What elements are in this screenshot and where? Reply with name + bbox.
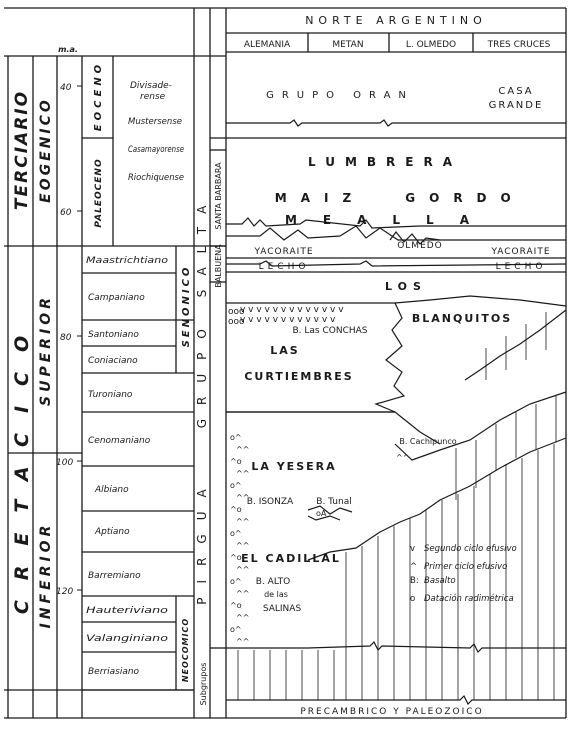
legend-label-basalto: Basalto <box>424 576 456 586</box>
stage-berriasiano: Berriasiano <box>88 667 140 677</box>
era-eogenico: EOGENICO <box>38 97 54 203</box>
tick-100: 100 <box>56 458 74 468</box>
stage-casamayorense: Casamayorense <box>128 145 185 155</box>
svg-text:ooo: ooo <box>228 307 245 317</box>
svg-text:^^: ^^ <box>236 541 250 550</box>
legend-symbol-b: B: <box>410 576 419 586</box>
svg-text:o^: o^ <box>230 433 242 442</box>
legend-symbol-v: v <box>410 544 416 554</box>
svg-text:o^: o^ <box>230 625 242 634</box>
stage-maastrichtiano: Maastrichtiano <box>86 256 169 266</box>
stage-mustersense: Mustersense <box>128 117 183 127</box>
unit-b-cachipunco: B. Cachipunco <box>399 437 457 446</box>
unit-b-isonza: B. ISONZA <box>246 497 294 507</box>
epoch-paleoceno: PALEOCENO <box>94 158 104 228</box>
svg-text:^^: ^^ <box>236 637 250 646</box>
unit-b-alto-3: SALINAS <box>262 604 302 614</box>
unit-maiz: MAIZ <box>274 191 366 205</box>
contact-lines <box>226 120 566 704</box>
unit-grupo-oran: GRUPO ORAN <box>266 90 414 101</box>
subgroup-santa-barbara: SANTA BARBARA <box>214 162 223 230</box>
unit-curtiembres: CURTIEMBRES <box>244 370 354 383</box>
legend-symbol-caret: ^ <box>410 562 418 572</box>
unit-las: LAS <box>270 344 300 357</box>
svg-text:v v v v v v v v v v v v v: v v v v v v v v v v v v v <box>240 305 344 315</box>
tick-60: 60 <box>60 208 72 218</box>
unit-gordo: GORDO <box>405 191 525 205</box>
unit-b-tunal: B. Tunal <box>316 497 352 507</box>
unit-olmedo: OLMEDO <box>397 241 443 251</box>
era-superior: SUPERIOR <box>38 294 54 406</box>
svg-text:^^: ^^ <box>236 469 250 478</box>
stage-aptiano: Aptiano <box>95 527 130 537</box>
svg-text:^o: ^o <box>230 505 242 514</box>
unit-casa-grande-1: CASA <box>498 86 534 97</box>
stage-divisaderense-2: rense <box>140 92 166 102</box>
tick-120: 120 <box>56 587 74 597</box>
svg-text:^^: ^^ <box>236 613 250 622</box>
unit-b-alto-2: de las <box>264 590 288 599</box>
subgroup-balbuena: BALBUENA <box>214 244 223 288</box>
unit-lecho-left: LECHO <box>258 262 310 272</box>
svg-text:^^: ^^ <box>236 493 250 502</box>
unit-b-las-conchas: B. Las CONCHAS <box>292 326 368 336</box>
stage-hauteriviano: Hauteriviano <box>86 606 169 616</box>
tick-80: 80 <box>60 333 72 343</box>
subgrupos-label: Subgrupos <box>199 662 208 706</box>
svg-text:^^: ^^ <box>236 517 250 526</box>
unit-basement: PRECAMBRICO Y PALEOZOICO <box>300 707 484 717</box>
unit-los: LOS <box>385 280 427 293</box>
epoch-neocomico: NEOCOMICO <box>181 617 190 683</box>
stage-coniaciano: Coniaciano <box>88 356 138 366</box>
time-unit: m.a. <box>58 45 78 54</box>
svg-text:o^: o^ <box>230 529 242 538</box>
epoch-eoceno: EOCENO <box>93 60 104 132</box>
time-ticks <box>77 86 82 590</box>
group-salta: GRUPO SALTA <box>195 191 209 429</box>
stage-campaniano: Campaniano <box>88 293 145 303</box>
unit-casa-grande-2: GRANDE <box>488 100 544 111</box>
svg-text:ooo: ooo <box>228 317 245 327</box>
svg-text:^o: ^o <box>230 601 242 610</box>
tick-40: 40 <box>60 83 72 93</box>
stage-riochiquense: Riochiquense <box>128 173 185 183</box>
unit-yacoraite-right: YACORAITE <box>491 247 551 257</box>
unit-lecho-right: LECHO <box>495 262 547 272</box>
region-tres-cruces: TRES CRUCES <box>487 40 551 50</box>
legend-label-segundo: Segundo ciclo efusivo <box>424 544 517 554</box>
svg-text:v v v v v v v v v v v v: v v v v v v v v v v v v <box>240 315 336 325</box>
svg-text:o^: o^ <box>230 481 242 490</box>
era-terciario: TERCIARIO <box>12 89 32 211</box>
legend-label-datacion: Datación radimétrica <box>424 594 514 604</box>
stage-albiano: Albiano <box>95 485 129 495</box>
stage-barremiano: Barremiano <box>88 571 141 581</box>
volcanic-symbols-upper <box>228 305 344 327</box>
stage-cenomaniano: Cenomaniano <box>88 436 151 446</box>
stage-valanginiano: Valanginiano <box>86 634 169 644</box>
unit-mealla: MEALLA <box>284 213 496 227</box>
svg-text:^o: ^o <box>230 553 242 562</box>
region-l-olmedo: L. OLMEDO <box>405 40 457 50</box>
svg-text:^^: ^^ <box>396 453 410 462</box>
svg-text:^o: ^o <box>230 457 242 466</box>
svg-text:o^: o^ <box>230 577 242 586</box>
subgroup-pirgua: PIRGUA <box>195 475 209 605</box>
era-inferior: INFERIOR <box>38 521 54 629</box>
stage-santoniano: Santoniano <box>88 330 139 340</box>
header-title: NORTE ARGENTINO <box>305 14 487 27</box>
region-alemania: ALEMANIA <box>243 40 291 50</box>
epoch-senonico: SENONICO <box>181 264 192 348</box>
unit-la-yesera: LA YESERA <box>251 460 337 473</box>
unit-lumbrera: LUMBRERA <box>307 155 463 169</box>
svg-text:oA: oA <box>316 509 327 518</box>
unit-b-alto-1: B. ALTO <box>255 577 291 587</box>
stage-divisaderense-1: Divisade- <box>130 81 172 91</box>
era-cretacico: CRETACICO <box>11 315 33 615</box>
unit-blanquitos: BLANQUITOS <box>411 312 513 325</box>
unit-el-cadillal: EL CADILLAL <box>241 552 341 565</box>
legend-label-primer: Primer ciclo efusivo <box>424 562 508 572</box>
svg-text:^^: ^^ <box>236 445 250 454</box>
unit-yacoraite-left: YACORAITE <box>254 247 314 257</box>
unit-labels <box>241 86 550 717</box>
svg-text:^^: ^^ <box>236 565 250 574</box>
svg-text:^^: ^^ <box>236 589 250 598</box>
stage-turoniano: Turoniano <box>88 390 133 400</box>
region-metan: METAN <box>332 40 364 50</box>
legend-symbol-o: o <box>410 594 416 604</box>
